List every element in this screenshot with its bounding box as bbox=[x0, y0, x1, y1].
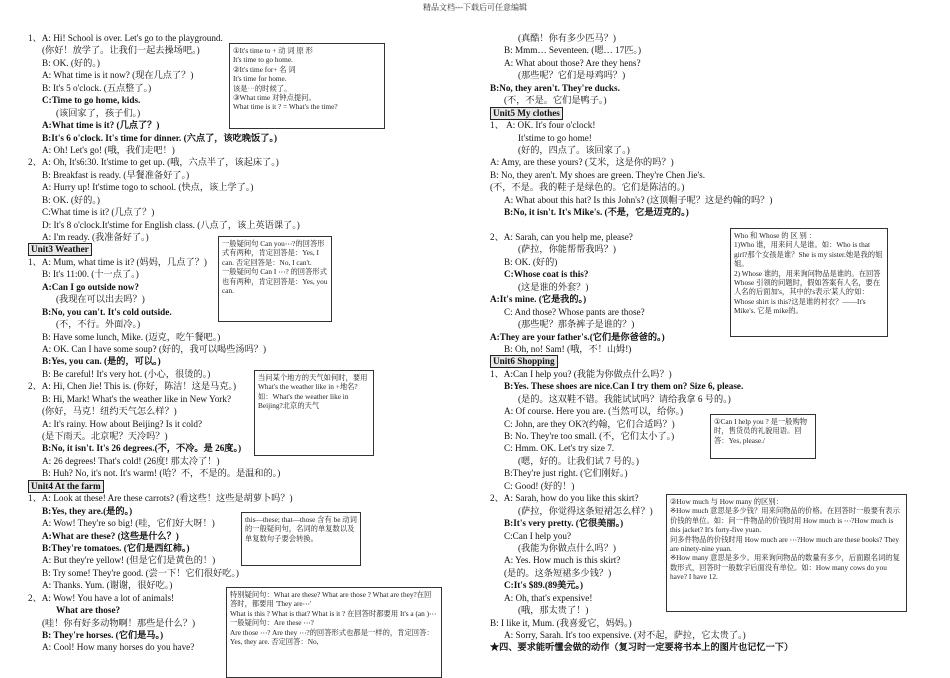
note-line: What time is it ? = What's the time? bbox=[233, 102, 338, 112]
text-line: A:It's mine. (它是我的。) bbox=[490, 294, 587, 305]
text-line: (不，不是。它们是鸭子。) bbox=[504, 95, 607, 106]
note-line: ※How much 意思是多少钱？用来问物品的价格。在回答时一般要有表示价钱的单位。如：问一件物品的价钱时用 How much is ⋯?How much is this jacket? It's forty-five yuan. bbox=[670, 506, 900, 535]
note-time-to bbox=[229, 43, 385, 129]
text-line: A: What about this hat? Is this John's? (这顶帽子呢？这是约翰的吗？) bbox=[504, 194, 773, 205]
note-can-i-help bbox=[710, 414, 816, 459]
text-line: B:Yes, you can. (是的，可以。) bbox=[42, 356, 161, 367]
text-line: C: John, are they OK?(约翰，它们合适吗？) bbox=[504, 418, 675, 429]
text-line: 1、A: Hi! School is over. Let's go to the playground. bbox=[28, 33, 223, 43]
text-line: A: But they're yellow! (但是它们是黄色的！) bbox=[42, 555, 216, 566]
text-line: B:No, they aren't. They're ducks. bbox=[490, 82, 620, 93]
text-line: (是的。这条短裙多少钱？) bbox=[504, 567, 612, 578]
note-line: ①It's time to + 动 词 原 形 bbox=[233, 46, 313, 55]
note-line: ③What time 对钟点提问。 bbox=[233, 93, 316, 103]
note-line: It's time for home. bbox=[233, 74, 287, 84]
text-line: A: Oh, that's expensive! bbox=[504, 592, 593, 603]
note-line: 一般疑问句 Can I ⋯? 的回答形式也有两种，肯定回答是：Yes, you can. bbox=[222, 267, 328, 296]
text-line: A: Wow! They're so big! (哇，它们好大呀！) bbox=[42, 518, 215, 529]
text-line: B:Yes, they are.(是的。) bbox=[42, 505, 133, 516]
note-line: 当问某个地方的天气如何时，要用 What's the weather like in +地名? bbox=[258, 373, 368, 392]
note-line: 一般疑问句：Are these ⋯? bbox=[230, 618, 314, 628]
text-line: A: Sorry, Sarah. It's too expensive. (对不起，萨拉，它太贵了。) bbox=[504, 630, 746, 640]
text-line: C:It's $89.(89美元。) bbox=[504, 580, 584, 591]
text-line: (该回家了，孩子们。) bbox=[56, 107, 141, 118]
note-line: 一般疑问句 Can you⋯?的回答形式有两种，肯定回答是：Yes, I can. 否定回答是：No, I can't. bbox=[222, 239, 325, 267]
text-line: (那些呢？它们是母鸡吗？) bbox=[518, 70, 626, 81]
unit-title: Unit3 Weather bbox=[28, 243, 92, 256]
text-line: (哦，那太贵了！) bbox=[518, 605, 589, 616]
text-line: (你好！放学了。让我们一起去操场吧。) bbox=[42, 45, 200, 56]
text-line: B: No. They're too small. (不，它们太小了。) bbox=[504, 431, 675, 441]
text-line: It'stime to go home! bbox=[518, 132, 592, 143]
note-special-questions bbox=[226, 587, 442, 678]
text-line: (好的，四点了。该回家了。) bbox=[518, 144, 630, 155]
note-line: ②It's time for+ 名 词 bbox=[233, 64, 296, 74]
text-line: C:Whose coat is this? bbox=[504, 269, 589, 280]
text-line: B: OK. (好的。) bbox=[42, 57, 100, 68]
text-line: A: I'm ready. (我准备好了。) bbox=[42, 232, 149, 242]
note-line: 特别疑问句：What are these? What are those ? What are they?在回答时，都要用 'They are⋯' bbox=[230, 590, 432, 609]
text-line: (你好，马克！纽约天气怎么样？) bbox=[42, 406, 177, 417]
text-line: B:They're just right. (它们刚好。) bbox=[504, 468, 628, 479]
text-line: (萨拉，你能帮帮我吗？) bbox=[518, 244, 616, 255]
text-line: 2、A: Oh, It's6:30. It'stime to get up. (哦，六点半了，该起床了。) bbox=[28, 157, 279, 168]
text-line: 2、A: Wow! You have a lot of animals! bbox=[28, 592, 175, 603]
note-line: this—these; that—those 含有 be 动词的一般疑问句，名词的单复数以及单复数句子要会转换。 bbox=[245, 515, 357, 543]
text-line: A: Thanks. Yum. (谢谢，很好吃。) bbox=[42, 580, 173, 591]
note-who-whose bbox=[730, 228, 888, 337]
text-line: (我现在可以出去吗？) bbox=[56, 294, 145, 305]
text-line: 2、A: Hi, Chen Jie! This is. (你好，陈洁！这是马克。) bbox=[28, 381, 237, 392]
text-line: (嗯，好的。让我们试 7 号的。) bbox=[518, 455, 639, 466]
text-line: B: OK. (好的。) bbox=[42, 194, 100, 205]
note-line: What is this ? What is that? What is it ? 在回答时都要用 It's a (an )⋯ bbox=[230, 608, 437, 618]
text-line: A: What about those? Are they hens? bbox=[504, 57, 641, 68]
text-line: B: Mmm… Seventeen. (嗯… 17匹。) bbox=[504, 45, 642, 56]
note-line: 如：What's the weather like in Beijing?北京的天气 bbox=[258, 391, 349, 411]
text-line: (真酷！你有多少匹马？) bbox=[518, 33, 616, 43]
note-line: 该是⋯的时候了。 bbox=[233, 83, 292, 93]
note-can-answers bbox=[218, 236, 332, 322]
text-line: (是的。这双鞋不错。我能试试吗？请给我拿 6 号的。) bbox=[518, 393, 731, 404]
text-line: B:No, you can't. It's cold outside. bbox=[42, 306, 172, 317]
text-line: (萨拉，你觉得这条短裙怎么样？) bbox=[518, 505, 653, 516]
text-line: B: Have some lunch, Mike. (迈克，吃午餐吧。) bbox=[42, 331, 221, 342]
text-line: ★四、要求能听懂会做的动作（复习时一定要将书本上的图片也记忆一下） bbox=[490, 642, 794, 653]
text-line: A: What time is it now? (现在几点了？) bbox=[42, 70, 194, 81]
text-line: A: OK. Can I have some soup? (好的，我可以喝些汤吗？) bbox=[42, 343, 267, 354]
text-line: B: I like it, Mum. (我喜爱它，妈妈。) bbox=[490, 617, 632, 628]
text-line: A: Cool! How many horses do you have? bbox=[42, 642, 195, 653]
text-line: A: Hurry up! It'stime togo to school. (快点，该上学了。) bbox=[42, 182, 254, 193]
text-line: (不，不是。我的鞋子是绿色的。它们是陈洁的。) bbox=[490, 182, 685, 193]
text-line: B:It's 6 o'clock. It's time for dinner. (六点了，该吃晚饭了。) bbox=[42, 132, 278, 143]
text-line: B: Breakfast is ready. (早餐准备好了。) bbox=[42, 169, 190, 180]
text-line: B: It's 5 o'clock. (五点整了。) bbox=[42, 82, 152, 93]
text-line: 1、A: Mum, what time is it? (妈妈，几点了？) bbox=[28, 256, 207, 267]
text-line: (我能为你做点什么吗？) bbox=[518, 542, 616, 553]
text-line: B: Oh, no! Sam! (哦，不！山姆!) bbox=[504, 343, 632, 354]
note-line: Who 和 Whose 的 区 别 ： bbox=[734, 231, 816, 240]
text-line: A: Oh! Let's go! (哦，我们走吧！) bbox=[42, 144, 175, 155]
text-line: B: OK. (好的) bbox=[504, 256, 558, 267]
unit-heading bbox=[490, 355, 930, 367]
text-line: A: Yes. How much is this skirt? bbox=[504, 555, 621, 566]
text-line: C: Hmm. OK. Let's try size 7. bbox=[504, 443, 615, 454]
text-line: What are those? bbox=[56, 605, 121, 616]
text-line: C: Good! (好的！) bbox=[504, 480, 575, 491]
note-line: 2) Whose 谁的，用来询问物品是谁的。在回答 Whose 引领的问题时，假如答案有人名，要在人名的后面加's，其中的's表示'某人的'如：Whose shirt is this?这是谁的衬衣？——It's Mike's. 它是 mike的。 bbox=[734, 268, 881, 316]
text-line: A:What are these? (这些是什么？) bbox=[42, 530, 179, 541]
text-line: A:They are your father's.(它们是你爸爸的。) bbox=[490, 331, 665, 342]
note-line: ※How many 意思是多少。用来询问物品的数量有多少，后面跟名词的复数形式，回答时一般数字后面没有单位。如：How many cows do you have? I have 12. bbox=[670, 553, 900, 582]
note-this-these bbox=[241, 512, 361, 566]
note-weather-question bbox=[254, 370, 374, 456]
text-line: (哇！你有好多动物啊！那些是什么？) bbox=[42, 617, 196, 628]
unit-heading bbox=[28, 480, 468, 492]
note-how-much-many bbox=[666, 494, 907, 612]
text-line: A:Can I go outside now? bbox=[42, 281, 139, 292]
text-line: (是下雨天。北京呢？天冷吗？) bbox=[42, 431, 168, 441]
text-line: 2、A: Sarah, can you help me, please? bbox=[490, 232, 633, 242]
text-line: C: And those? Whose pants are those? bbox=[504, 306, 645, 317]
text-line: B: Huh? No, it's not. It's warm! (哈？不，不是的。是温和的。) bbox=[42, 468, 281, 479]
unit-title: Unit5 My clothes bbox=[490, 107, 563, 120]
text-line: (这是谁的外套？) bbox=[518, 281, 589, 292]
text-line: B: It's 11:00. (十一点了。) bbox=[42, 269, 139, 280]
text-line: B: Be careful! It's very hot. (小心，很烫的。) bbox=[42, 368, 211, 379]
page-header: 精品文档---下载后可任意编辑 bbox=[423, 3, 527, 12]
note-line: ①Can I help you ? 是一般购物时，售货员的礼貌用语。回答：Yes, please./ bbox=[714, 417, 808, 445]
text-line: (不，不行。外面冷。) bbox=[56, 319, 141, 330]
text-line: D: It's 8 o'clock.It'stime for English class. (八点了，该上英语课了。) bbox=[42, 219, 300, 230]
note-line: 1)Who 谁，用来问人是谁。如：Who is that girl?那个女孩是谁？She is my sister.她是我的姐姐。 bbox=[734, 240, 883, 269]
text-line: B: Hi, Mark! What's the weather like in New York? bbox=[42, 393, 232, 404]
text-line: 2、A: Sarah, how do you like this skirt? bbox=[490, 493, 639, 504]
text-line: B: They're horses. (它们是马。) bbox=[42, 630, 164, 640]
text-line: B:No, it isn't. It's Mike's. (不是，它是迈克的。) bbox=[504, 207, 689, 218]
text-line: A: Of course. Here you are. (当然可以，给你。) bbox=[504, 406, 684, 417]
note-line: ②How much 与 How many 的区别： bbox=[670, 497, 783, 506]
text-line: 1、 A: OK. It's four o'clock! bbox=[490, 120, 596, 131]
unit-title: Unit4 At the farm bbox=[28, 480, 104, 493]
text-line: B:They're tomatoes. (它们是西红柿。) bbox=[42, 542, 190, 553]
text-line: C:What time is it? (几点了？) bbox=[42, 207, 155, 218]
text-line: B: No, they aren't. My shoes are green. They're Chen Jie's. bbox=[490, 169, 706, 180]
text-line: C:Can I help you? bbox=[504, 530, 572, 541]
text-line: (那些呢？那条裤子是谁的？) bbox=[518, 319, 635, 330]
unit-heading bbox=[490, 107, 930, 119]
text-line: B:It's very pretty. (它很美丽。) bbox=[504, 518, 624, 529]
note-line: It's time to go home. bbox=[233, 55, 293, 65]
text-line: A:What time is it? (几点了？) bbox=[42, 120, 160, 131]
note-line: 问多件物品的价钱时用 How much are ⋯?How much are these books? They are ninety-nine yuan. bbox=[670, 534, 900, 554]
text-line: A: 26 degrees! That's cold! (26度! 那太冷了！) bbox=[42, 455, 220, 466]
text-line: B: Try some! They're good. (尝一下！它们很好吃。) bbox=[42, 567, 239, 578]
text-line: 1、A: Look at these! Are these carrots? (看这些！这些是胡萝卜吗？) bbox=[28, 493, 293, 504]
text-line: A: Amy, are these yours? (艾米，这是你的吗？) bbox=[490, 157, 674, 168]
unit-title: Unit6 Shopping bbox=[490, 355, 558, 368]
text-line: B:Yes. These shoes are nice.Can I try them on? Size 6, please. bbox=[504, 381, 744, 392]
text-line: C:Time to go home, kids. bbox=[42, 95, 141, 106]
text-line: 1、A:Can I help you? (我能为你做点什么吗？) bbox=[490, 368, 672, 379]
note-line: Are those ⋯? Are they ⋯?的回答形式也都是一样的，肯定回答：Yes, they are. 否定回答：No, bbox=[230, 627, 434, 647]
text-line: A: It's rainy. How about Beijing? Is it cold? bbox=[42, 418, 203, 429]
text-line: B:No, it isn't. It's 26 degrees.(不，不冷。是 26度。) bbox=[42, 443, 242, 454]
